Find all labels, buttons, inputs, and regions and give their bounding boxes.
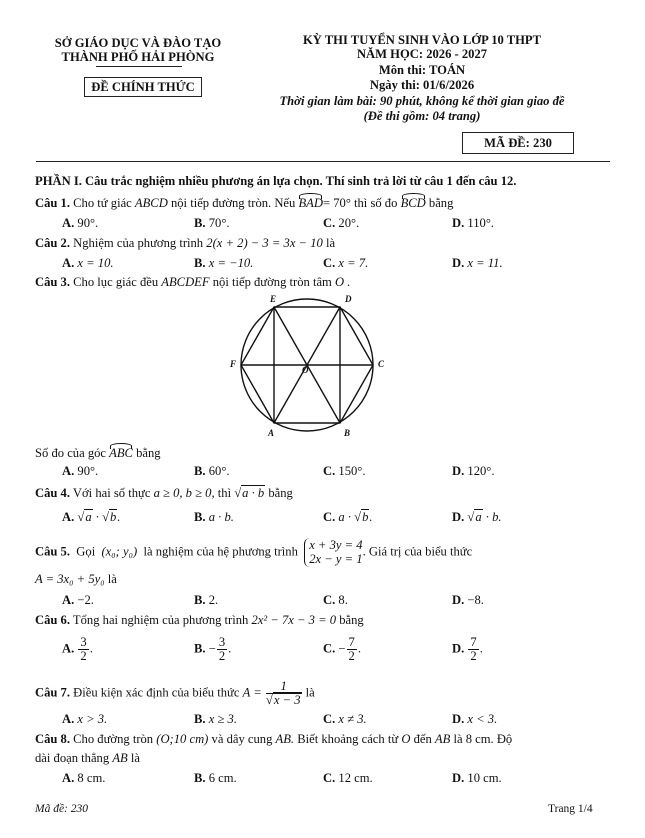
- question-4-cond: a ≥ 0, b ≥ 0: [153, 486, 212, 500]
- question-6-expr: 2x² − 7x − 3 = 0: [251, 613, 337, 627]
- department-line-2: THÀNH PHỐ HẢI PHÒNG: [61, 50, 215, 64]
- question-5: [35, 538, 605, 567]
- question-6-text: Tổng hai nghiệm của phương trình: [72, 613, 249, 627]
- question-7-lhs: A =: [242, 685, 262, 700]
- question-1-text-4: bằng: [428, 196, 454, 210]
- q2-option-a-key: A.: [62, 256, 75, 270]
- q8-option-d-value: 10 cm.: [467, 771, 502, 785]
- question-7-fraction: $\frac{1}{√x - 3}$: [265, 679, 301, 708]
- q4-option-c-key: C.: [323, 510, 336, 524]
- question-7-label: Câu 7.: [35, 685, 70, 700]
- q1-option-b[interactable]: [194, 216, 230, 231]
- q2-option-c-value: x = 7.: [338, 256, 369, 270]
- q6-option-d-key: D.: [452, 641, 465, 656]
- q1-option-d-value: 110°.: [467, 216, 495, 230]
- q3-option-b-value: 60°.: [208, 464, 230, 478]
- q5-option-d-key: D.: [452, 593, 465, 607]
- exam-code: MÃ ĐỀ: 230: [484, 136, 552, 150]
- question-6-post: bằng: [339, 613, 364, 627]
- q4-option-b[interactable]: [194, 510, 234, 525]
- label-d: D: [345, 294, 352, 304]
- q7-option-a-key: A.: [62, 712, 75, 726]
- q3-option-a-value: 90°.: [77, 464, 99, 478]
- q1-option-c-value: 20°.: [338, 216, 360, 230]
- q7-option-d-key: D.: [452, 712, 465, 726]
- question-8-circle: (O;10 cm): [156, 732, 209, 746]
- hexagon-figure: [220, 293, 410, 443]
- question-1-eq: = 70°: [322, 196, 351, 210]
- label-f: F: [230, 359, 237, 369]
- part1-title: PHẦN I. Câu trắc nghiệm nhiều phương án lựa chọn. Thí sinh trả lời từ câu 1 đến câu 12.: [35, 174, 517, 188]
- pages-note: (Đề thi gồm: 04 trang): [363, 109, 481, 123]
- question-8-line2-text: dài đoạn thẳng: [35, 751, 110, 765]
- question-3: [35, 275, 350, 290]
- q2-option-b[interactable]: [194, 256, 253, 271]
- q3-option-c-key: C.: [323, 464, 336, 478]
- q2-option-d-value: x = 11.: [467, 256, 503, 270]
- question-4-text: Với hai số thực: [72, 486, 151, 500]
- question-8: [35, 732, 512, 747]
- q4-option-a[interactable]: A. √a · √b.: [62, 510, 121, 524]
- question-3-tail-post: bằng: [136, 446, 161, 460]
- question-2-post: là: [325, 236, 336, 250]
- question-1-text: Cho tứ giác: [73, 196, 132, 210]
- q4-option-b-key: B.: [194, 510, 206, 524]
- q5-option-b[interactable]: [194, 593, 218, 608]
- q6-option-b-sign: −: [208, 641, 216, 656]
- q5-option-b-value: 2.: [208, 593, 219, 607]
- official-label: ĐỀ CHÍNH THỨC: [91, 80, 195, 94]
- question-4-radicand: a · b: [242, 486, 265, 500]
- exam-code-box: [462, 132, 574, 154]
- question-8-line2-ab: AB: [112, 751, 128, 765]
- question-2-expr: 2(x + 2) − 3 = 3x − 10: [206, 236, 323, 250]
- question-3-center: O .: [335, 275, 351, 289]
- q6-option-a[interactable]: A. $\frac{3}{2}$ .: [62, 635, 93, 664]
- question-5-line2-post: là: [107, 572, 117, 586]
- q4-option-a-key: A.: [62, 510, 75, 524]
- question-6-label: Câu 6.: [35, 613, 70, 627]
- q3-option-b-key: B.: [194, 464, 206, 478]
- q7-option-a[interactable]: [62, 712, 107, 727]
- q8-option-c-key: C.: [323, 771, 336, 785]
- question-8-mid3: đến: [413, 732, 432, 746]
- q7-option-b[interactable]: [194, 712, 237, 727]
- q5-option-a[interactable]: [62, 593, 94, 608]
- exam-date: Ngày thi: 01/6/2026: [369, 78, 475, 92]
- question-4: Câu 4. Với hai số thực a ≥ 0, b ≥ 0, thì √a · b bằng: [35, 486, 293, 500]
- q1-option-d-key: D.: [452, 216, 465, 230]
- question-8-text: Cho đường tròn: [73, 732, 154, 746]
- q5-option-d-value: −8.: [467, 593, 484, 607]
- question-5-label: Câu 5.: [35, 544, 70, 559]
- question-1-text-3: thì số đo: [354, 196, 398, 210]
- footer-page-number: Trang 1/4: [548, 803, 593, 815]
- school-year: NĂM HỌC: 2026 - 2027: [356, 47, 488, 61]
- q6-d-den: 2: [470, 649, 477, 664]
- q1-option-b-key: B.: [194, 216, 206, 230]
- q6-option-b-key: B.: [194, 641, 206, 656]
- question-8-o: O: [401, 732, 411, 746]
- question-8-line2-post: là: [130, 751, 140, 765]
- q8-option-b-key: B.: [194, 771, 206, 785]
- q3-option-a-key: A.: [62, 464, 75, 478]
- question-1: [35, 196, 453, 211]
- q2-option-a[interactable]: [62, 256, 114, 271]
- question-5-text: Gọi: [76, 544, 96, 559]
- question-2-text: Nghiệm của phương trình: [73, 236, 204, 250]
- q8-option-b[interactable]: [194, 771, 237, 786]
- footer-exam-code: Mã đề: 230: [35, 803, 89, 815]
- q5-option-a-value: −2.: [77, 593, 94, 607]
- equation-system: [304, 538, 362, 567]
- q5-option-c-value: 8.: [338, 593, 348, 607]
- q5-option-c[interactable]: [323, 593, 348, 608]
- q6-option-a-fraction: [78, 636, 88, 663]
- question-8-tail: là 8 cm. Độ: [453, 732, 513, 746]
- question-4-label: Câu 4.: [35, 486, 70, 500]
- department-line-1: SỞ GIÁO DỤC VÀ ĐÀO TẠO: [54, 36, 222, 50]
- q3-option-c-value: 150°.: [338, 464, 366, 478]
- duration: Thời gian làm bài: 90 phút, không kể thời gian giao đề: [279, 94, 565, 108]
- question-7: [35, 680, 315, 707]
- q6-option-d-fraction: [468, 636, 478, 663]
- q4-option-b-value: a · b.: [208, 510, 234, 524]
- q3-option-c[interactable]: [323, 464, 365, 479]
- q3-option-a[interactable]: [62, 464, 98, 479]
- exam-title: KỲ THI TUYỂN SINH VÀO LỚP 10 THPT: [302, 33, 542, 47]
- q7-option-d-value: x < 3.: [467, 712, 498, 726]
- q7-option-b-value: x ≥ 3.: [208, 712, 237, 726]
- q2-option-b-value: x = −10.: [208, 256, 254, 270]
- q6-option-d[interactable]: D. $\frac{7}{2}$ .: [452, 635, 483, 664]
- q8-option-a-key: A.: [62, 771, 75, 785]
- subject: Môn thi: TOÁN: [378, 63, 466, 77]
- question-3-text: Cho lục giác đều: [73, 275, 159, 289]
- q5-option-d[interactable]: [452, 593, 484, 608]
- q8-option-a[interactable]: [62, 771, 105, 786]
- question-1-label: Câu 1.: [35, 196, 70, 210]
- q8-option-d-key: D.: [452, 771, 465, 785]
- q6-a-den: 2: [80, 649, 87, 664]
- q3-option-d-value: 120°.: [467, 464, 495, 478]
- question-5-pair: (x₀; y₀): [101, 544, 138, 559]
- question-6: [35, 613, 364, 628]
- q8-option-c[interactable]: [323, 771, 373, 786]
- question-2: [35, 236, 335, 251]
- label-b: B: [344, 428, 351, 438]
- q2-option-a-value: x = 10.: [77, 256, 114, 270]
- question-7-num: 1: [266, 680, 302, 694]
- q6-d-num: 7: [470, 635, 477, 649]
- equation-2: 2x − y = 1: [309, 552, 363, 567]
- question-5-line2: [35, 572, 117, 587]
- question-2-label: Câu 2.: [35, 236, 70, 250]
- q2-option-d-key: D.: [452, 256, 465, 270]
- official-label-box: [84, 77, 202, 97]
- question-7-radicand: x − 3: [273, 693, 301, 708]
- question-8-mid: và dây cung: [211, 732, 273, 746]
- angle-bad: BAD: [298, 196, 323, 210]
- q3-option-d-key: D.: [452, 464, 465, 478]
- q1-option-c[interactable]: [323, 216, 359, 231]
- question-3-post: nội tiếp đường tròn tâm: [212, 275, 332, 289]
- q6-option-a-key: A.: [62, 641, 75, 656]
- q7-option-c-key: C.: [323, 712, 336, 726]
- q4-option-c[interactable]: C. a · √b.: [323, 510, 373, 524]
- q6-b-num: 3: [218, 635, 226, 649]
- q8-option-d[interactable]: [452, 771, 502, 786]
- q4-option-c-value: a ·: [338, 510, 351, 524]
- question-5-mid: là nghiệm của hệ phương trình: [143, 544, 298, 559]
- q3-option-b[interactable]: [194, 464, 230, 479]
- q4-option-d-key: D.: [452, 510, 465, 524]
- question-3-tail-text: Số đo của góc: [35, 446, 106, 460]
- question-4-mid: , thì: [211, 486, 232, 500]
- question-1-quad: ABCD: [134, 196, 168, 210]
- label-e: E: [270, 294, 277, 304]
- q2-option-b-key: B.: [194, 256, 206, 270]
- q1-option-a-value: 90°.: [77, 216, 99, 230]
- q6-option-b-fraction: [217, 636, 227, 663]
- department-underline: [96, 66, 182, 67]
- q7-option-c[interactable]: [323, 712, 367, 727]
- label-o: O: [302, 365, 309, 375]
- equation-1: x + 3y = 4: [309, 538, 363, 552]
- q6-c-num: 7: [348, 635, 355, 649]
- q7-option-b-key: B.: [194, 712, 206, 726]
- q8-option-b-value: 6 cm.: [208, 771, 237, 785]
- q6-c-den: 2: [348, 649, 355, 664]
- question-8-ab: AB: [434, 732, 451, 746]
- question-3-label: Câu 3.: [35, 275, 70, 289]
- q6-option-c-key: C.: [323, 641, 336, 656]
- question-7-post: là: [305, 685, 315, 700]
- question-1-text-2: nội tiếp đường tròn. Nếu: [170, 196, 296, 210]
- q2-option-d[interactable]: [452, 256, 503, 271]
- q6-option-c-sign: −: [338, 641, 346, 656]
- question-5-expr: A = 3x₀ + 5y₀: [35, 572, 105, 586]
- question-3-hex: ABCDEF: [161, 275, 210, 289]
- question-4-post: bằng: [268, 486, 293, 500]
- q6-a-num: 3: [80, 635, 87, 649]
- q1-option-c-key: C.: [323, 216, 336, 230]
- q6-option-c[interactable]: C. − $\frac{7}{2}$ .: [323, 635, 361, 664]
- q8-option-c-value: 12 cm.: [338, 771, 373, 785]
- q6-option-c-fraction: [347, 636, 357, 663]
- angle-abc: ABC: [109, 446, 133, 460]
- question-8-chord: AB.: [275, 732, 295, 746]
- q7-option-d[interactable]: [452, 712, 497, 727]
- q2-option-c[interactable]: [323, 256, 368, 271]
- q4-option-d[interactable]: D. √a · b.: [452, 510, 502, 524]
- q8-option-a-value: 8 cm.: [77, 771, 106, 785]
- q6-b-den: 2: [218, 649, 226, 664]
- q5-option-a-key: A.: [62, 593, 75, 607]
- q3-option-d[interactable]: [452, 464, 494, 479]
- q5-option-b-key: B.: [194, 593, 206, 607]
- question-8-line2: [35, 751, 140, 766]
- q2-option-c-key: C.: [323, 256, 336, 270]
- q5-option-c-key: C.: [323, 593, 336, 607]
- question-5-post: . Giá trị của biểu thức: [362, 544, 473, 559]
- label-c: C: [378, 359, 385, 369]
- q1-option-a-key: A.: [62, 216, 75, 230]
- q6-option-b[interactable]: B. − $\frac{3}{2}$ .: [194, 635, 232, 664]
- label-a: A: [268, 428, 275, 438]
- q1-option-d[interactable]: [452, 216, 494, 231]
- q7-option-a-value: x > 3.: [77, 712, 108, 726]
- q1-option-a[interactable]: [62, 216, 98, 231]
- question-8-label: Câu 8.: [35, 732, 70, 746]
- question-7-text: Điều kiện xác định của biểu thức: [73, 685, 240, 700]
- q1-option-b-value: 70°.: [208, 216, 230, 230]
- angle-bcd: BCD: [400, 196, 426, 210]
- q7-option-c-value: x ≠ 3.: [338, 712, 367, 726]
- header-divider: [36, 161, 610, 162]
- question-8-mid2: Biết khoảng cách từ: [297, 732, 399, 746]
- question-3-tail: [35, 446, 161, 461]
